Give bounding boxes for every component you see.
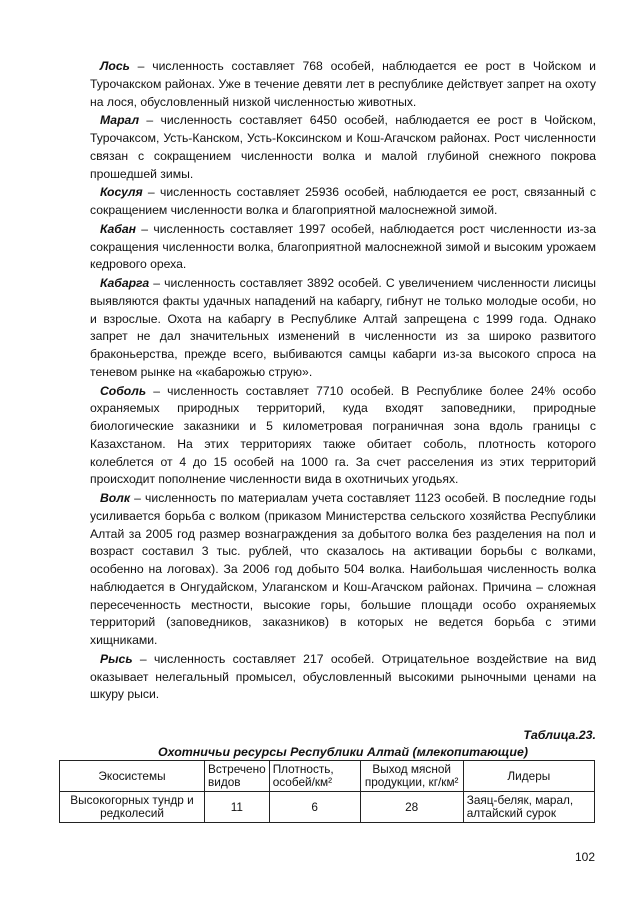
term: Косуля (100, 185, 143, 200)
paragraph-elk (90, 58, 596, 111)
paragraph-roe-deer (90, 184, 596, 220)
paragraph-text: – численность составляет 3892 особей. С увеличением численности лисицы выявляются факты удачных нападений на кабаргу, гибнут не только молодые особи, но и взрослые. Охота на кабаргу в Республике Алтай запрещена с 1999 года. Однако запрет не дал значительных изменений в численности из за широко развитого браконьерства, прежде всего, выбиваются самцы кабарги из-за высокого спроса на теневом рынке на «кабарожью струю». (90, 276, 596, 379)
paragraph-text: – численность составляет 1997 особей, наблюдается рост численности из-за сокращения численности волка, благоприятной малоснежной зимой и высоким урожаем кедрового ореха. (90, 221, 596, 272)
paragraph-lynx (90, 651, 596, 704)
table-caption: Таблица.23. (523, 728, 596, 742)
table-row (60, 792, 595, 823)
term: Марал (100, 113, 140, 128)
term: Лось (100, 59, 130, 73)
paragraph-text: – численность составляет 6450 особей, наблюдается ее рост в Чойском, Турочаксом, Усть-Канском, Усть-Коксинском и Кош-Агачском районах. Рост численности связан с сокращением численности волка и малой глубиной снежного покрова прошедшей зимы. (90, 113, 596, 181)
hunting-resources-table (59, 760, 595, 823)
text-body (90, 58, 596, 704)
cell-leaders: Заяц-беляк, марал, алтайский сурок (463, 792, 594, 823)
paragraph-wolf (90, 490, 596, 650)
paragraph-sable (90, 383, 596, 490)
table-title: Охотничьи ресурсы Республики Алтай (млекопитающие) (158, 745, 528, 759)
paragraph-text: – численность составляет 217 особей. Отрицательное воздействие на вид оказывает нелегальный промысел, обусловленный высокими рыночными ценами на шкуру рыси. (90, 651, 596, 702)
term: Соболь (100, 383, 147, 398)
page-number: 102 (574, 850, 595, 864)
term: Кабарга (100, 276, 150, 290)
term: Кабан (100, 221, 136, 236)
cell-density: 6 (269, 792, 360, 823)
cell-meat: 28 (360, 792, 463, 823)
paragraph-musk-deer (90, 275, 596, 382)
term: Рысь (100, 651, 133, 666)
header-ecosystems: Экосистемы (60, 761, 205, 792)
term: Волк (100, 491, 131, 505)
paragraph-text: – численность по материалам учета составляет 1123 особей. В последние годы усиливается борьба с волком (приказом Министерства сельского хозяйства Республики Алтай за 2005 год размер вознаграждения за добытого волка без разделения на пол и возраст составил 3 тыс. рублей, что сказалось на активации борьбы с волками, особенно на логовах). За 2006 год добыто 504 волка. Наибольшая численность волка наблюдается в Онгудайском, Улаганском и Кош-Агачском районах. Причина – сложная пересеченность местности, высокие горы, большие площади особо охраняемых территорий (заповедников, заказников) в которых не ведется борьба с этими хищниками. (90, 491, 596, 647)
table-header-row (60, 761, 595, 792)
header-leaders: Лидеры (463, 761, 594, 792)
paragraph-text: – численность составляет 25936 особей, наблюдается ее рост, связанный с сокращением численности волка и благоприятной малоснежной зимой. (90, 185, 596, 217)
paragraph-boar (90, 221, 596, 274)
header-species: Встречено видов (205, 761, 270, 792)
document-page (90, 58, 596, 759)
paragraph-text: – численность составляет 7710 особей. В Республике более 24% особо охраняемых природных территорий, куда входят заповедники, природные биологические заказники и 5 километровая пограничная зона вдоль границы с Казахстаном. На этих территориях также обитает соболь, плотность которого колеблется от 4 до 15 особей на 1000 га. За счет расселения из этих территорий происходит пополнение численности вида в охотничьих угодьях. (90, 383, 596, 487)
header-density: Плотность, особей/км² (269, 761, 360, 792)
paragraph-maral (90, 112, 596, 183)
header-meat: Выход мясной продукции, кг/км² (360, 761, 463, 792)
cell-ecosystems: Высокогорных тундр и редколесий (60, 792, 205, 823)
paragraph-text: – численность составляет 768 особей, наблюдается ее рост в Чойском и Турочакском районах. Уже в течение девяти лет в республике действует запрет на охоту на лося, обусловленный низкой численностью животных. (90, 59, 596, 109)
cell-species: 11 (205, 792, 270, 823)
